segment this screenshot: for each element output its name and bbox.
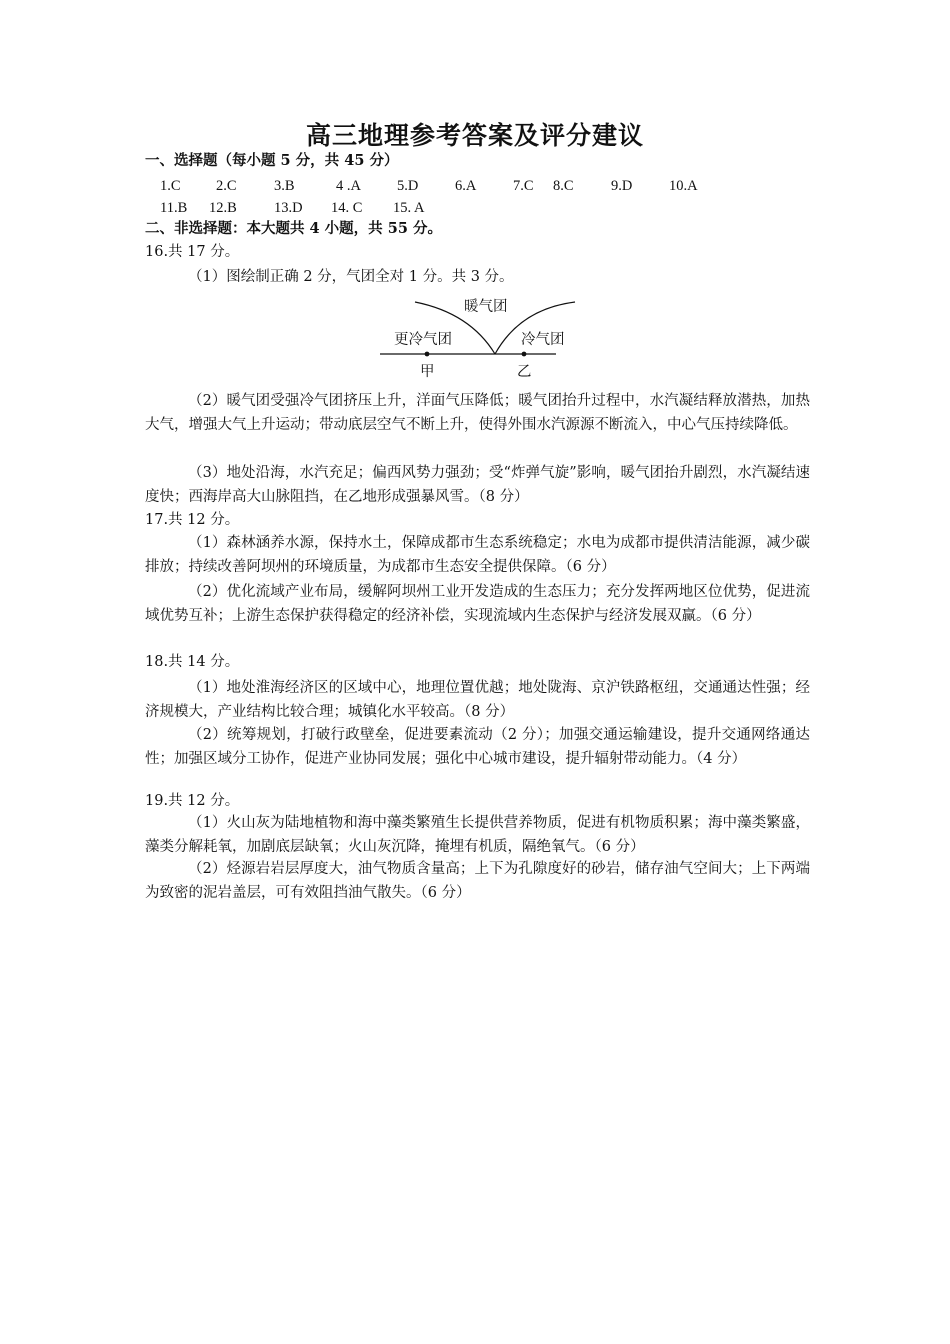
- point-a-marker: [425, 352, 430, 357]
- answer-6: 6.A: [455, 178, 477, 194]
- answer-3: 3.B: [274, 178, 295, 194]
- q19-part2: （2）烃源岩岩层厚度大，油气物质含量高；上下为孔隙度好的砂岩，储存油气空间大；上下两端为致密的泥岩盖层，可有效阻挡油气散失。（6 分）: [145, 861, 810, 901]
- point-a-label: 甲: [420, 364, 435, 380]
- front-diagram: [370, 291, 580, 383]
- answer-1: 1.C: [160, 178, 181, 194]
- answer-4: 4 .A: [336, 178, 361, 194]
- cold-air-mass-label: 冷气团: [521, 332, 565, 348]
- answer-2: 2.C: [216, 178, 237, 194]
- q16-part2: （2）暖气团受强冷气团挤压上升，洋面气压降低；暖气团抬升过程中，水汽凝结释放潜热，加热大气，增强大气上升运动；带动底层空气不断上升，使得外围水汽源源不断流入，中心气压持续降低。: [145, 393, 810, 433]
- q17-part2: （2）优化流域产业布局，缓解阿坝州工业开发造成的生态压力；充分发挥两地区位优势，促进流域优势互补；上游生态保护获得稳定的经济补偿，实现流域内生态保护与经济发展双赢。（6 分）: [145, 584, 810, 624]
- q18-part2: （2）统筹规划，打破行政壁垒，促进要素流动（2 分）；加强交通运输建设，提升交通网络通达性；加强区域分工协作，促进产业协同发展；强化中心城市建设，提升辐射带动能力。（4 分）: [145, 727, 810, 767]
- answer-11: 11.B: [160, 200, 188, 216]
- q19-heading: 19.共 12 分。: [145, 793, 240, 809]
- section-2-heading: 二、非选择题：本大题共 4 小题，共 55 分。: [145, 220, 442, 237]
- point-b-marker: [522, 352, 527, 357]
- page-title: 高三地理参考答案及评分建议: [305, 121, 644, 150]
- answer-9: 9.D: [611, 178, 633, 194]
- q17-part1: （1）森林涵养水源，保持水土，保障成都市生态系统稳定；水电为成都市提供清洁能源，减少碳排放；持续改善阿坝州的环境质量，为成都市生态安全提供保障。（6 分）: [145, 535, 810, 575]
- colder-air-mass-label: 更冷气团: [394, 332, 452, 348]
- q16-part3: （3）地处沿海，水汽充足；偏西风势力强劲；受“炸弹气旋”影响，暖气团抬升剧烈，水汽凝结速度快；西海岸高大山脉阻挡，在乙地形成强暴风雪。（8 分）: [145, 465, 810, 505]
- q18-heading: 18.共 14 分。: [145, 654, 240, 670]
- answer-13: 13.D: [274, 200, 303, 216]
- point-b-label: 乙: [517, 364, 532, 380]
- q19-part1: （1）火山灰为陆地植物和海中藻类繁殖生长提供营养物质，促进有机物质积累；海中藻类繁盛，藻类分解耗氧，加剧底层缺氧；火山灰沉降，掩埋有机质，隔绝氧气。（6 分）: [145, 815, 810, 855]
- answer-5: 5.D: [397, 178, 419, 194]
- answer-8: 8.C: [553, 178, 574, 194]
- answer-12: 12.B: [209, 200, 237, 216]
- q16-heading: 16.共 17 分。: [145, 244, 240, 260]
- answer-14: 14. C: [331, 200, 363, 216]
- q16-part1: （1）图绘制正确 2 分，气团全对 1 分。共 3 分。: [188, 269, 514, 285]
- section-1-heading: 一、选择题（每小题 5 分，共 45 分）: [145, 152, 399, 169]
- answer-10: 10.A: [669, 178, 698, 194]
- answer-7: 7.C: [513, 178, 534, 194]
- q18-part1: （1）地处淮海经济区的区域中心，地理位置优越；地处陇海、京沪铁路枢纽，交通通达性强；经济规模大，产业结构比较合理；城镇化水平较高。（8 分）: [145, 680, 810, 720]
- answer-15: 15. A: [393, 200, 425, 216]
- warm-air-mass-label: 暖气团: [464, 299, 508, 315]
- q17-heading: 17.共 12 分。: [145, 512, 240, 528]
